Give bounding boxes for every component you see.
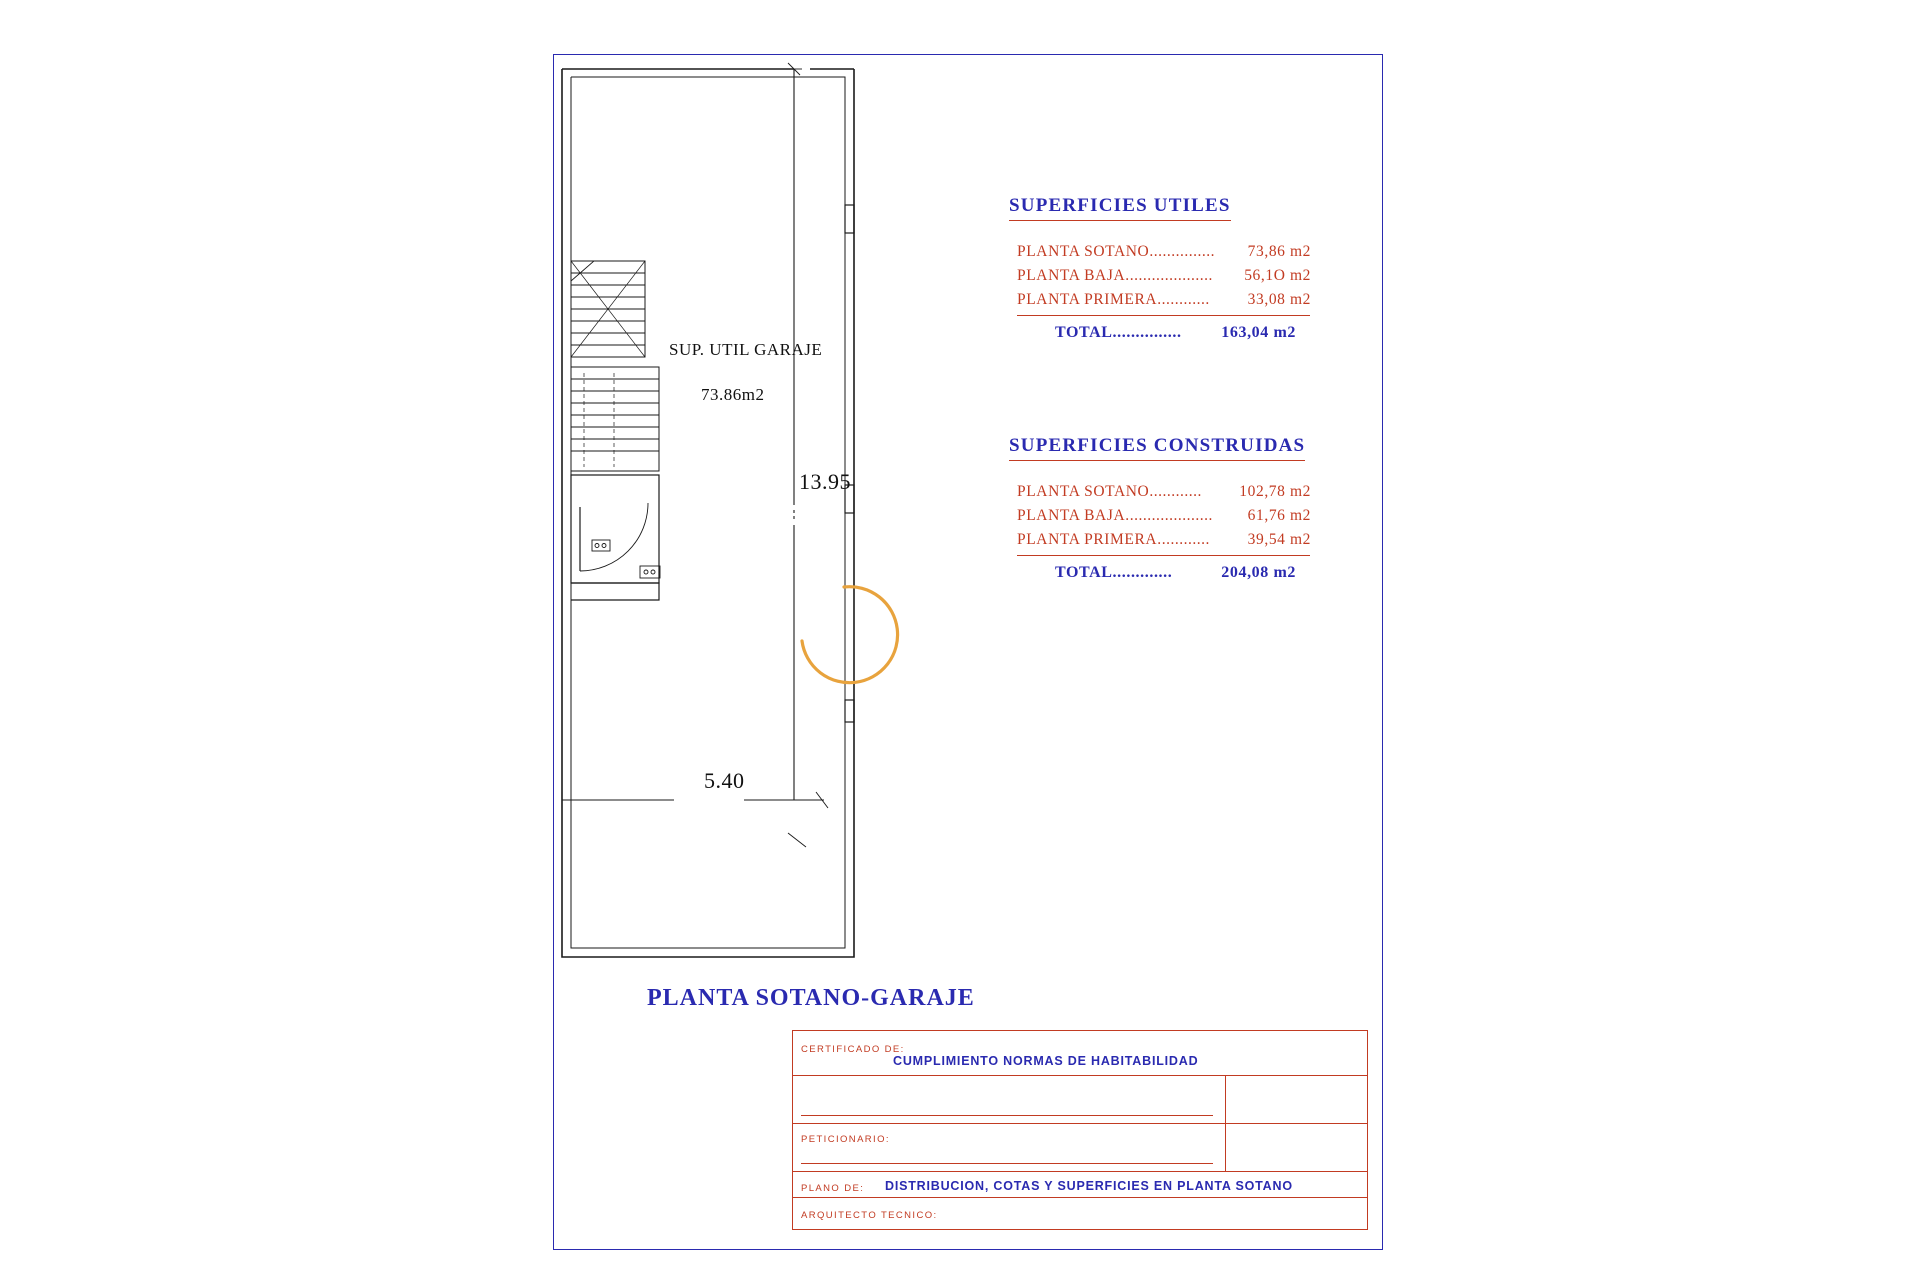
drawing-sheet [553,54,1383,1250]
row-dots: ................... [1129,507,1213,524]
row-label: PLANTA PRIMERA. [1017,531,1162,548]
plano-tag: PLANO DE: [801,1183,865,1194]
row-dots: ........... [1161,531,1210,548]
row-value: 56,1O m2 [1244,267,1311,284]
divider [793,1123,1367,1124]
total-label: TOTAL............. [1055,564,1173,581]
surfaces-useful-table [1009,195,1339,342]
blank-write-line [801,1115,1213,1116]
surfaces-built-table [1009,435,1339,582]
row-value: 39,54 m2 [1247,531,1311,548]
divider [793,1075,1367,1076]
certificado-value: CUMPLIMIENTO NORMAS DE HABITABILIDAD [893,1054,1199,1068]
row-dots: ................... [1129,267,1213,284]
table-row [1017,243,1339,261]
surfaces-useful-total [1025,324,1310,342]
garage-useful-area-label: SUP. UTIL GARAJE [669,340,823,359]
dimension-horizontal-label: 5.40 [704,768,745,793]
garage-useful-area-value: 73.86m2 [701,385,765,404]
orange-annotation-arc [802,587,898,683]
table-row [1017,483,1339,501]
row-label: PLANTA SOTANO [1017,483,1150,500]
row-value: 102,78 m2 [1239,483,1311,500]
arquitecto-tag: ARQUITECTO TECNICO: [801,1210,938,1221]
surfaces-built-heading: SUPERFICIES CONSTRUIDAS [1009,435,1305,461]
surfaces-built-total-wrap [1017,555,1310,582]
table-row [1017,507,1339,525]
plano-value: DISTRIBUCION, COTAS Y SUPERFICIES EN PLANTA SOTANO [885,1179,1293,1193]
title-block [792,1030,1368,1230]
table-row [1017,531,1339,549]
divider [793,1197,1367,1198]
divider [1225,1075,1226,1171]
certificado-tag: CERTIFICADO DE: [801,1044,905,1055]
surfaces-useful-rows [1009,243,1339,309]
row-label: PLANTA BAJA. [1017,267,1130,284]
table-row [1017,291,1339,309]
plan-title: PLANTA SOTANO-GARAJE [647,985,975,1011]
surfaces-built-rows [1009,483,1339,549]
table-row [1017,267,1339,285]
row-dots: ............... [1149,243,1215,260]
floor-plan-drawing [554,55,974,975]
floor-plan-svg [554,55,974,975]
blank-write-line [801,1163,1213,1164]
row-dots: ............ [1149,483,1202,500]
divider [793,1171,1367,1172]
surfaces-built-total [1025,564,1310,582]
surfaces-useful-heading: SUPERFICIES UTILES [1009,195,1231,221]
row-value: 61,76 m2 [1247,507,1311,524]
row-value: 73,86 m2 [1247,243,1311,260]
row-dots: ............ [1157,291,1210,308]
total-value: 204,08 m2 [1221,564,1296,581]
row-label: PLANTA PRIMERA [1017,291,1158,308]
total-label: TOTAL............... [1055,324,1182,341]
surfaces-useful-total-wrap [1017,315,1310,342]
row-value: 33,08 m2 [1247,291,1311,308]
dimension-vertical-label: 13.95 [799,469,851,494]
peticionario-tag: PETICIONARIO: [801,1134,890,1145]
row-label: PLANTA BAJA. [1017,507,1130,524]
total-value: 163,04 m2 [1221,324,1296,341]
row-label: PLANTA SOTANO [1017,243,1150,260]
